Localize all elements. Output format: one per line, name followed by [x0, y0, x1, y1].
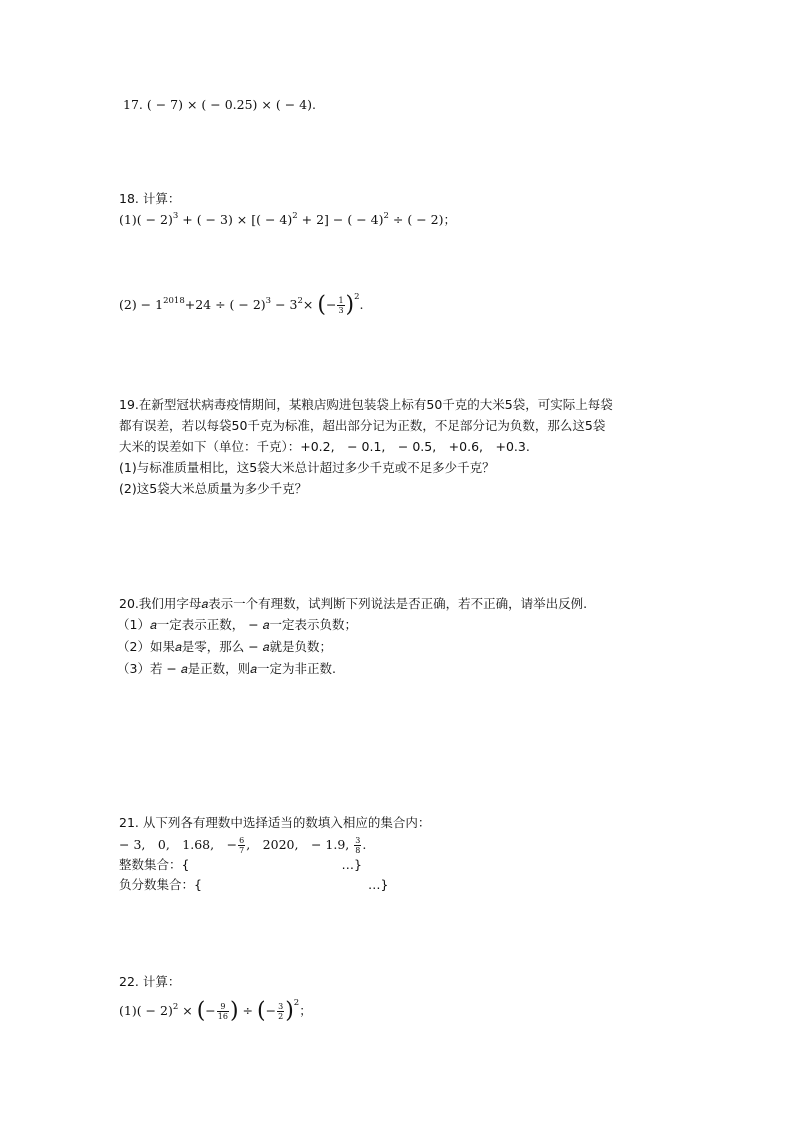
q17-line — [123, 97, 316, 113]
q18-part1: $(1)( - 2)^3$ + ( − 3) × [( − 4)$^2$ + 2] − ( − 4)$^2$ ÷ ( − 2)； — [119, 211, 456, 227]
right-paren: ) — [345, 292, 355, 318]
q18-title: 18. 计算： — [119, 191, 181, 206]
q21-numbers: − 3, 0, 1.68, − $\frac{6}{7}$ , 2020, − 1.9, $\frac{3}{8}$ . — [119, 836, 367, 855]
fraction: $\frac{9}{16}$ — [217, 1002, 228, 1021]
q20-item3: （3）若 − 𝑎是正数，则𝑎一定为非正数. — [117, 661, 336, 676]
q19-line1: 19.在新型冠状病毒疫情期间，某粮店购进包装袋上标有50千克的大米5袋，可实际上每袋 — [119, 397, 613, 412]
q22-part1: $(1)( - 2)^2$ × (− $\frac{9}{16}$ ) ÷ (− $\frac{3}{2}$ )$^2$； — [119, 998, 312, 1024]
q17-expression: ( − 7) × ( − 0.25) × ( − 4). — [146, 97, 316, 112]
right-paren: ) — [285, 998, 294, 1024]
right-paren: ) — [229, 998, 239, 1024]
q20-item2: （2）如果𝑎是零，那么 − 𝑎就是负数； — [117, 639, 332, 654]
q19-sub1: (1)与标准质量相比，这5袋大米总计超过多少千克或不足多少千克？ — [119, 460, 495, 475]
left-paren: ( — [196, 998, 206, 1024]
q22-title: 22. 计算： — [119, 974, 181, 989]
q19-line3: 大米的误差如下（单位：千克）：+0.2, − 0.1, − 0.5, +0.6, +0.3. — [119, 439, 530, 454]
q20-title: 20.我们用字母𝑎表示一个有理数，试判断下列说法是否正确，若不正确，请举出反例. — [119, 596, 588, 611]
q19-line2: 都有误差，若以每袋50千克为标准，超出部分记为正数，不足部分记为负数，那么这5袋 — [119, 418, 606, 433]
q19-sub2: (2)这5袋大米总质量为多少千克？ — [119, 481, 308, 496]
fraction: $\frac{6}{7}$ — [239, 836, 245, 855]
q21-set-integers: 整数集合：{ …} — [119, 857, 362, 872]
fraction: $\frac{1}{3}$ — [338, 296, 344, 315]
left-paren: ( — [257, 998, 266, 1024]
left-paren: ( — [317, 292, 326, 318]
fraction: $\frac{3}{8}$ — [355, 836, 361, 855]
q21-set-negative-fractions: 负分数集合：{ …} — [119, 877, 389, 892]
q18-part2: $(2) - 1^{2018}+24$ ÷ ( − $2)^3 - 3^2\times$ (− $\frac{1}{3}$ )$^2$. — [119, 292, 364, 318]
fraction: $\frac{3}{2}$ — [278, 1002, 284, 1021]
q21-title: 21. 从下列各有理数中选择适当的数填入相应的集合内： — [119, 815, 431, 830]
q17-number: 17. — [123, 97, 143, 112]
q20-item1: （1）𝑎一定表示正数， − 𝑎一定表示负数； — [117, 617, 357, 632]
